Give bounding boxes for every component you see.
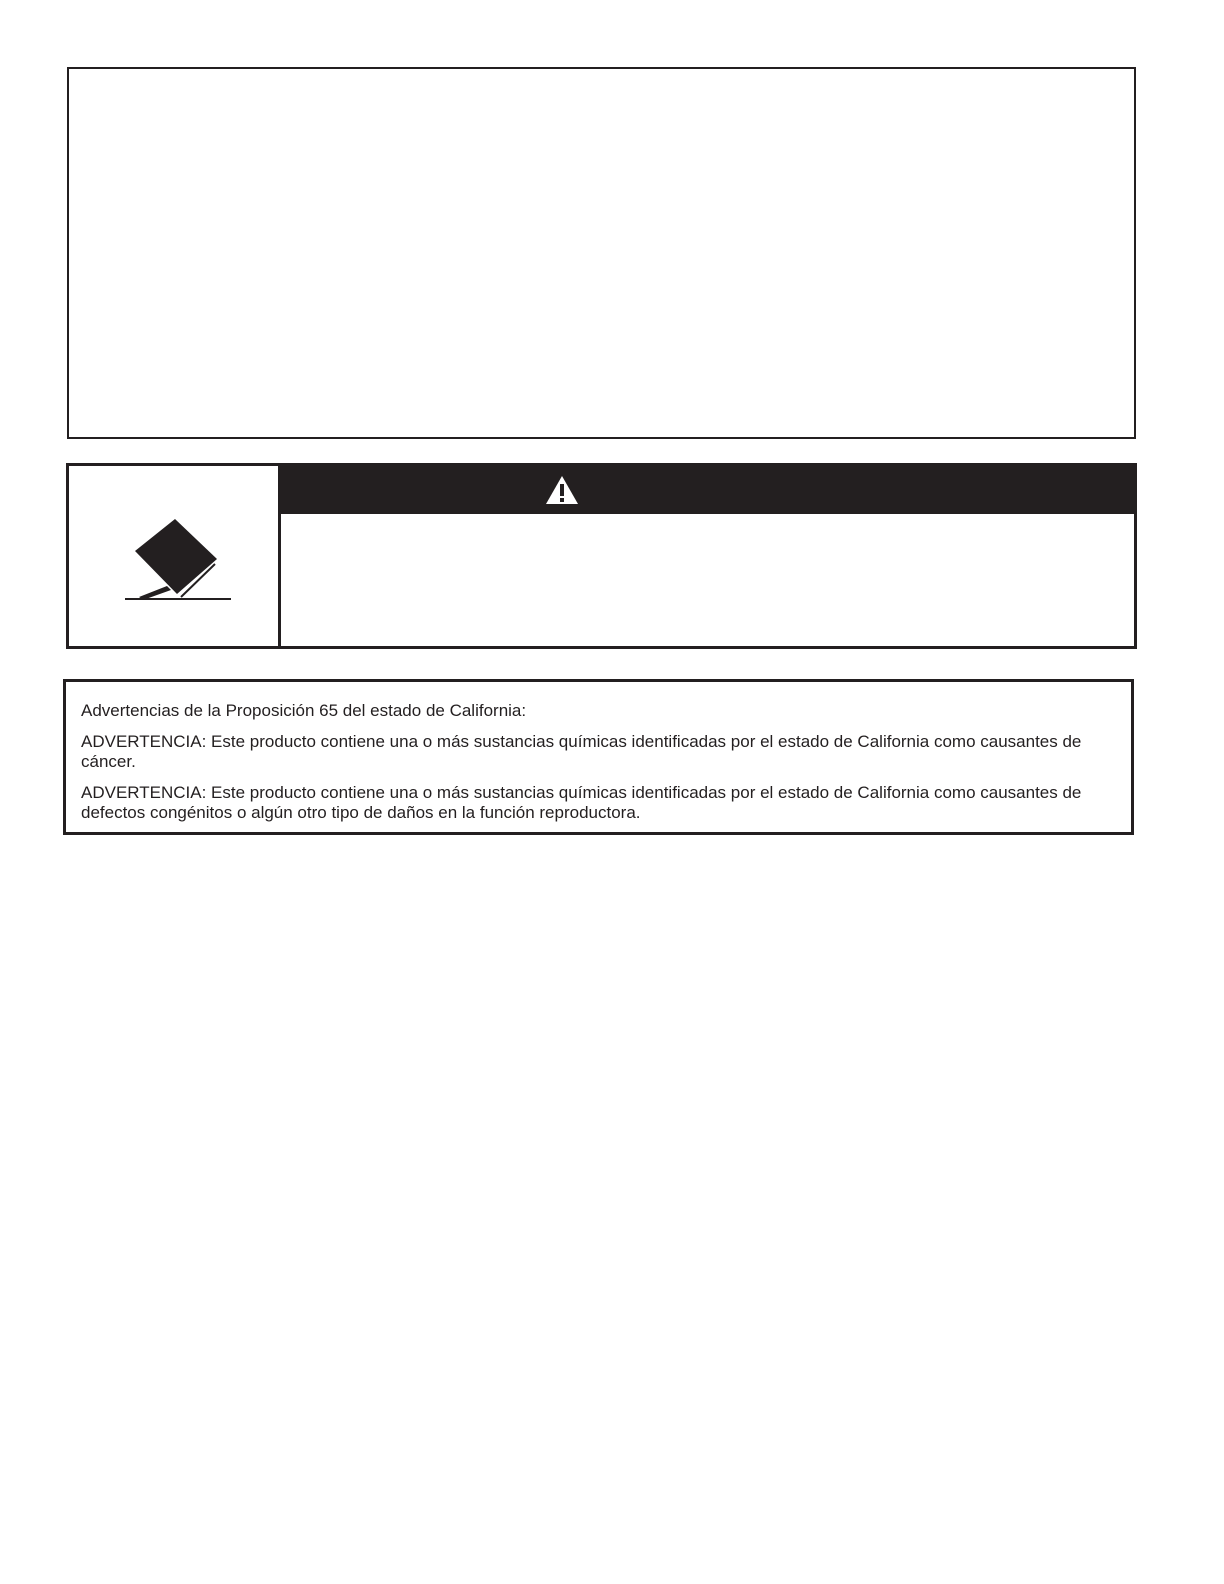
warning-body xyxy=(281,514,1134,646)
empty-bordered-box xyxy=(67,67,1136,439)
prop65-warning-reproductive: ADVERTENCIA: Este producto contiene una o más sustancias químicas identificadas por el estado de California como causantes de defectos congénitos o algún otro tipo de daños en la función reproductora. xyxy=(81,783,1082,822)
prop65-warning-cancer: ADVERTENCIA: Este producto contiene una o más sustancias químicas identificadas por el estado de California como causantes de cáncer. xyxy=(81,732,1082,771)
warning-header-bar xyxy=(281,466,1134,514)
tip-over-pictogram-panel xyxy=(69,466,281,646)
tip-over-icon xyxy=(119,514,231,604)
prop65-warning-box xyxy=(63,679,1134,835)
warning-triangle-icon xyxy=(545,475,579,505)
tip-over-warning-box xyxy=(66,463,1137,649)
prop65-title: Advertencias de la Proposición 65 del estado de California: xyxy=(81,701,527,720)
prop65-content xyxy=(81,701,1101,834)
